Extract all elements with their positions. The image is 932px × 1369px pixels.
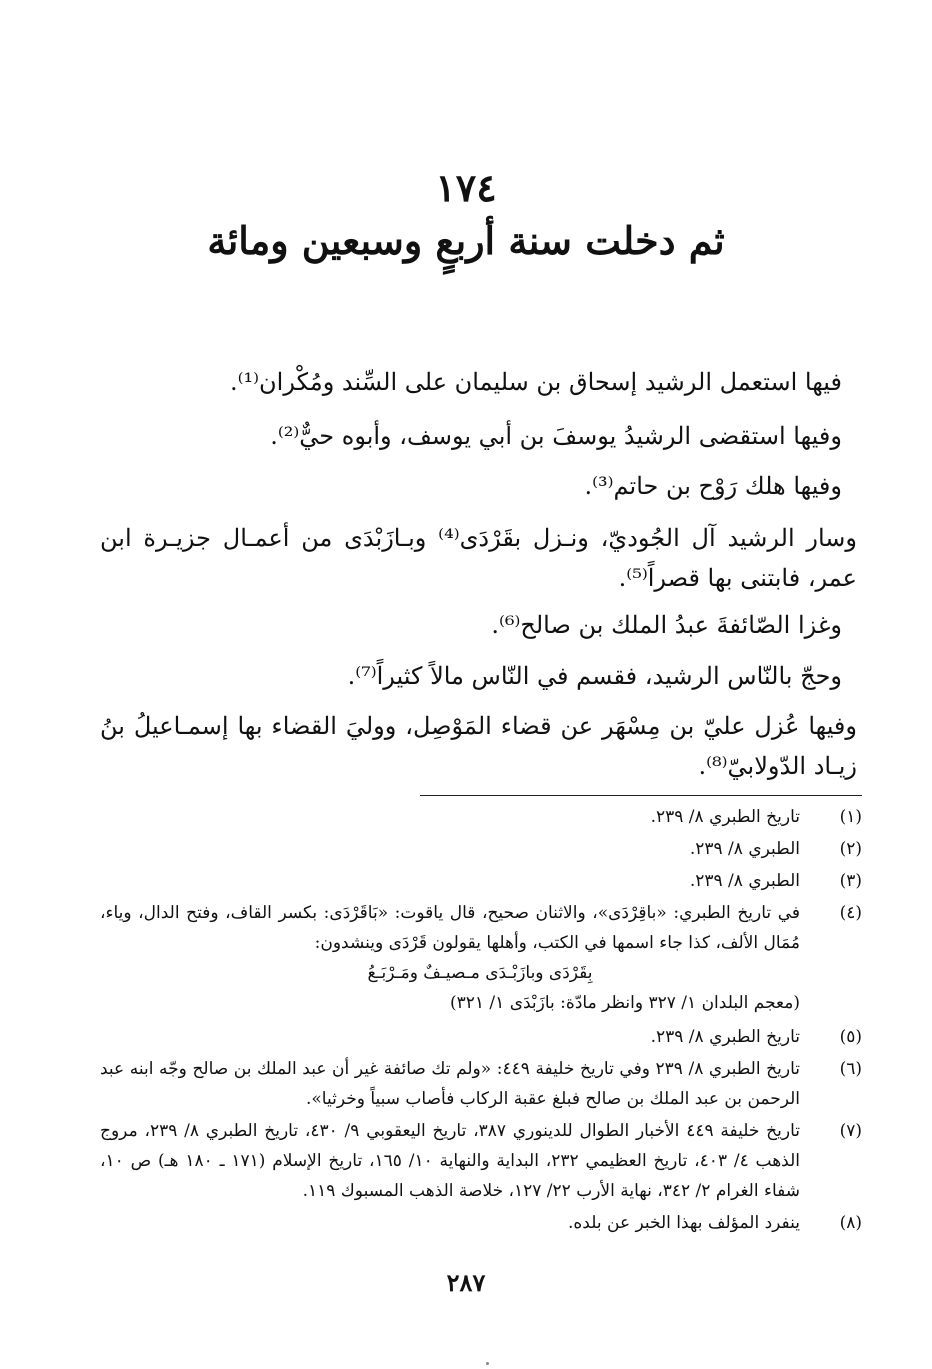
footnote-source: (معجم البلدان ١/ ٣٢٧ وانظر مادّة: بازَبْدَى ١/ ٣٢١) — [449, 993, 800, 1013]
footnote — [100, 1208, 862, 1238]
footnote-text: تاريخ الطبري ٨/ ٢٣٩. — [650, 1027, 800, 1047]
footnote-number: (٤) — [839, 903, 862, 923]
chapter-title: ثم دخلت سنة أربعٍ وسبعين ومائة — [207, 218, 725, 263]
footnote-number: (٦) — [839, 1059, 862, 1079]
footnote-body — [100, 898, 800, 1018]
footnote-number: (١) — [839, 807, 862, 827]
footnote-number: (٧) — [839, 1121, 862, 1141]
footnote-number: (٨) — [839, 1213, 862, 1233]
page-number: ٢٨٧ — [446, 1268, 486, 1297]
footnote — [100, 802, 862, 832]
footnote-text: تاريخ الطبري ٨/ ٢٣٩ وفي تاريخ خليفة ٤٤٩: «ولم تك صائفة غير أن عبد الملك بن صالح وجّه ابنه عبد الرحمن بن عبد الملك بن صالح فبلغ عقبة الركاب فأصاب سبياً وخرثيا». — [100, 1059, 800, 1109]
chapter-number: ١٧٤ — [435, 165, 497, 210]
footnote-number: (٣) — [839, 871, 862, 891]
footnote-text: الطبري ٨/ ٢٣٩. — [689, 871, 800, 891]
footnote — [100, 866, 862, 896]
footnote-text: في تاريخ الطبري: «باقِرْدَى»، والاثنان صحيح، قال ياقوت: «بَاقَرْدَى: بكسر القاف، وفتح الدال، وياء، مُمَال الألف، كذا جاء اسمها في الكتب، وأهلها يقولون قَرْدَى وينشدون: — [100, 903, 800, 953]
paragraph: وحجّ بالنّاس الرشيد، فقسم في النّاس مالاً كثيراً⁽⁷⁾. — [347, 662, 842, 690]
footnote-text: تاريخ خليفة ٤٤٩ الأخبار الطوال للدينوري ٣٨٧، تاريخ اليعقوبي ٩/ ٤٣٠، تاريخ الطبري ٨/ ٢٣٩، مروج الذهب ٤/ ٤٠٣، تاريخ العظيمي ٢٣٢، البداية والنهاية ١٠/ ١٦٥، تاريخ الإسلام (١٧١ ـ ١٨٠ هـ) ص ١٠، شفاء الغرام ٢/ ٣٤٢، نهاية الأرب ٢٢/ ١٢٧، خلاصة الذهب المسبوك ١١٩. — [100, 1121, 800, 1201]
paragraph: فيها استعمل الرشيد إسحاق بن سليمان على السِّند ومُكْران⁽¹⁾. — [230, 368, 842, 396]
footnote — [100, 834, 862, 864]
footnote-text: تاريخ الطبري ٨/ ٢٣٩. — [650, 807, 800, 827]
paragraph: وفيها استقضى الرشيدُ يوسفَ بن أبي يوسف، وأبوه حيٌّ⁽²⁾. — [270, 422, 842, 450]
paragraph: وفيها هلك رَوْح بن حاتم⁽³⁾. — [584, 472, 842, 500]
footnote — [100, 1116, 862, 1206]
footnote-verse: بِقَرْدَى وبازَبْـدَى مـصيـفٌ ومَـرْبَـعُ — [367, 963, 593, 983]
footnote — [100, 1022, 862, 1052]
paragraph: وغزا الصّائفةَ عبدُ الملك بن صالح⁽⁶⁾. — [491, 611, 842, 639]
footnote-divider — [420, 795, 862, 796]
footnote-text: الطبري ٨/ ٢٣٩. — [689, 839, 800, 859]
footnote — [100, 898, 862, 1018]
footnote — [100, 1054, 862, 1114]
paragraph: وفيها عُزل عليّ بن مِسْهَر عن قضاء المَوْصِل، ووليَ القضاء بها إسمـاعيلُ بنُ زيـاد الدّولابيّ⁽⁸⁾. — [100, 712, 857, 780]
paragraph: وسار الرشيد آل الجُوديّ، ونـزل بقَرْدَى⁽⁴⁾ وبـازَبْدَى من أعمـال جزيـرة ابن عمر، فابتنى بها قصراً⁽⁵⁾. — [100, 524, 857, 592]
footnote-text: ينفرد المؤلف بهذا الخبر عن بلده. — [568, 1213, 800, 1233]
scan-speck — [486, 1362, 489, 1365]
footnote-number: (٢) — [839, 839, 862, 859]
footnote-number: (٥) — [839, 1027, 862, 1047]
